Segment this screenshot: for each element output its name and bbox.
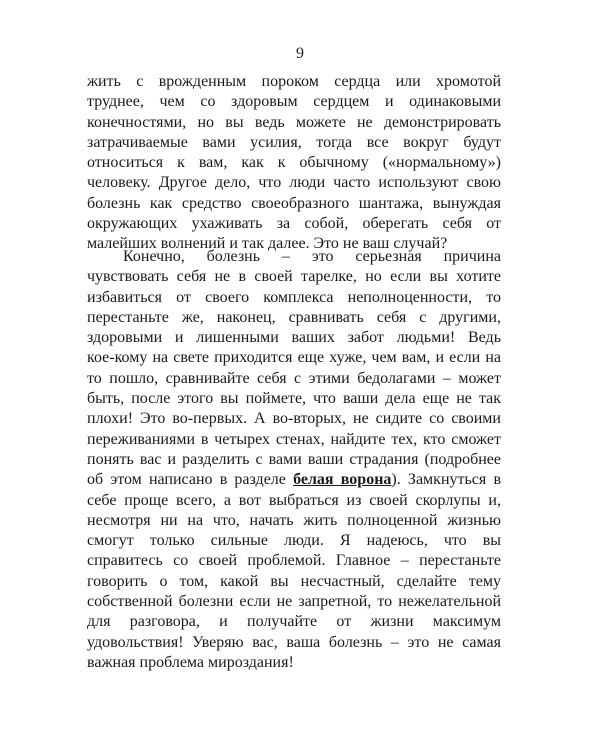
text-line: то пошло, сравнивайте себя с этими бедолагами – может — [87, 369, 501, 387]
belaya-vorona-link[interactable]: белая ворона — [293, 471, 392, 489]
text-line: собственной болезни если не запретной, то нежелательной — [87, 593, 501, 611]
text-line: болезнь как средство своеобразного шантажа, вынуждая — [87, 194, 501, 212]
text-line: плохи! Это во-первых. А во-вторых, не сидите со своими — [87, 410, 501, 428]
paragraph-1 — [87, 72, 501, 255]
link-prefix-text: об этом написано в разделе — [87, 471, 294, 489]
text-line: справитесь со своей проблемой. Главное – перестаньте — [87, 552, 501, 570]
text-line: удовольствия! Уверяю вас, ваша болезнь – это не самая — [87, 633, 501, 651]
text-line: относиться к вам, как к обычному («нормальному») — [87, 154, 501, 172]
text-line: человеку. Другое дело, что люди часто используют свою — [87, 174, 501, 192]
text-line: затрачиваемые вами усилия, тогда все вокруг будут — [87, 133, 501, 151]
text-line: смогут только сильные люди. Я надеюсь, что вы — [87, 532, 501, 550]
paragraph-2 — [87, 247, 501, 673]
link-suffix-text: ). Замкнуться в — [391, 471, 501, 489]
text-line: чувствовать себя не в своей тарелке, но если вы хотите — [87, 268, 501, 286]
text-line: себе проще всего, а вот выбраться из своей скорлупы и, — [87, 491, 501, 509]
page-number: 9 — [296, 45, 304, 62]
text-line: переживаниями в четырех стенах, найдите тех, кто сможет — [87, 430, 501, 448]
text-line: здоровыми и лишенными ваших забот людьми! Ведь — [87, 329, 501, 347]
text-line: быть, после этого вы поймете, что ваши дела еще не так — [87, 390, 501, 408]
text-line: перестаньте же, наконец, сравнивать себя с другими, — [87, 308, 501, 326]
text-line: окружающих ухаживать за собой, оберегать себя от — [87, 215, 501, 233]
text-line: для разговора, и получайте от жизни максимум — [87, 613, 501, 631]
text-line: жить с врожденным пороком сердца или хромотой — [87, 73, 501, 90]
text-line: труднее, чем со здоровым сердцем и одинаковыми — [87, 93, 501, 111]
text-line: несмотря ни на что, начать жить полноценной жизнью — [87, 511, 501, 529]
text-line-with-link — [87, 470, 501, 490]
text-line: конечностями, но вы ведь можете не демонстрировать — [87, 113, 501, 131]
text-line: говорить о том, какой вы несчастный, сделайте тему — [87, 572, 501, 590]
text-line: понять вас и разделить с вами ваши страдания (подробнее — [87, 450, 501, 468]
text-line: избавиться от своего комплекса неполноценности, то — [87, 288, 501, 306]
text-line: малейших волнений и так далее. Это не ваш случай? — [87, 235, 448, 253]
text-line: Конечно, болезнь – это серьезная причина — [123, 248, 501, 265]
text-line: важная проблема мироздания! — [87, 653, 294, 671]
text-line: кое-кому на свете приходится еще хуже, чем вам, и если на — [87, 349, 501, 367]
